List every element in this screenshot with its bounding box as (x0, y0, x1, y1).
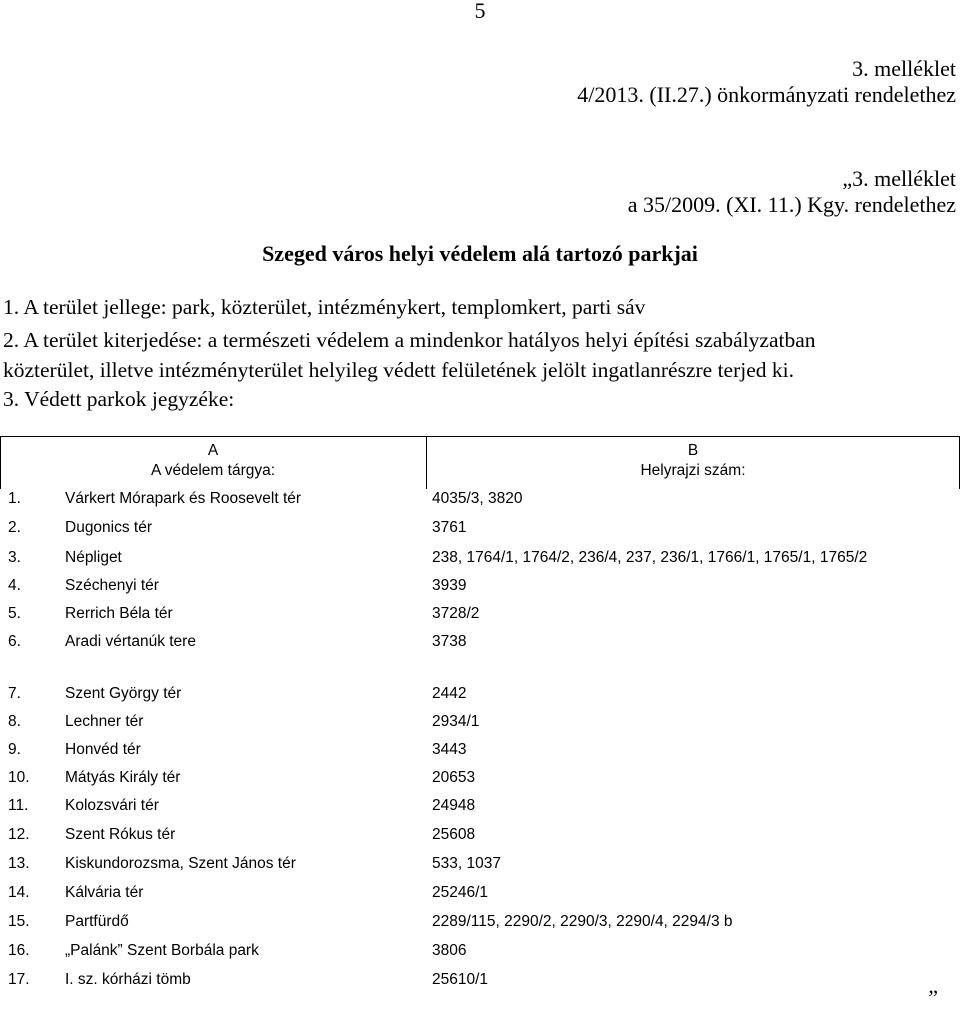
lot-numbers: 25246/1 (432, 884, 489, 901)
lot-numbers: 4035/3, 3820 (432, 490, 523, 507)
lot-numbers: 3806 (432, 942, 467, 959)
paragraph-2-line-2: közterület, illetve intézményterület helyileg védett felületének jelölt ingatlanrészre terjed ki. (3, 358, 794, 382)
row-number: 12. (8, 826, 30, 843)
lot-numbers: 3939 (432, 577, 467, 594)
protected-parks-table (0, 436, 960, 988)
document-title: Szeged város helyi védelem alá tartozó parkjai (262, 241, 698, 266)
park-name: Rerrich Béla tér (65, 605, 173, 622)
park-name: Honvéd tér (65, 741, 141, 758)
lot-numbers: 20653 (432, 769, 476, 786)
lot-numbers: 3728/2 (432, 605, 480, 622)
park-name: Kiskundorozsma, Szent János tér (65, 855, 296, 872)
lot-numbers: 3443 (432, 741, 467, 758)
annex-regulation: 4/2013. (II.27.) önkormányzati rendelethez (577, 82, 956, 107)
park-name: Aradi vértanúk tere (65, 633, 196, 650)
park-name: Szent Rókus tér (65, 826, 176, 843)
park-name: I. sz. kórházi tömb (65, 971, 191, 988)
column-a-letter: A (207, 442, 219, 459)
page-number: 5 (474, 0, 486, 23)
row-number: 4. (8, 577, 21, 594)
column-b-letter: B (687, 442, 699, 459)
lot-numbers: 25608 (432, 826, 476, 843)
row-number: 17. (8, 971, 30, 988)
lot-numbers: 24948 (432, 797, 476, 814)
park-name: Szent György tér (65, 685, 182, 702)
row-number: 6. (8, 633, 21, 650)
row-number: 2. (8, 519, 21, 536)
park-name: Széchenyi tér (65, 577, 159, 594)
row-number: 3. (8, 549, 21, 566)
park-name: Lechner tér (65, 713, 144, 730)
park-name: „Palánk” Szent Borbála park (65, 942, 259, 959)
lot-numbers: 2289/115, 2290/2, 2290/3, 2290/4, 2294/3 b (432, 913, 733, 930)
lot-numbers: 3761 (432, 519, 467, 536)
park-name: Kálvária tér (65, 884, 144, 901)
closing-quote: ” (928, 985, 938, 1010)
lot-numbers: 238, 1764/1, 1764/2, 236/4, 237, 236/1, 1766/1, 1765/1, 1765/2 (432, 549, 868, 566)
lot-numbers: 2934/1 (432, 713, 480, 730)
annex-label: 3. melléklet (852, 56, 956, 81)
original-annex-regulation: a 35/2009. (XI. 11.) Kgy. rendelethez (627, 192, 956, 217)
row-number: 16. (8, 942, 30, 959)
paragraph-2-line-1: 2. A terület kiterjedése: a természeti védelem a mindenkor hatályos helyi építési szabályzatban (3, 328, 816, 352)
row-number: 13. (8, 855, 30, 872)
row-number: 11. (8, 797, 29, 814)
row-number: 8. (8, 713, 21, 730)
row-number: 15. (8, 913, 30, 930)
paragraph-3: 3. Védett parkok jegyzéke: (3, 387, 235, 411)
lot-numbers: 25610/1 (432, 971, 489, 988)
park-name: Várkert Mórapark és Roosevelt tér (65, 490, 302, 507)
column-b-header: Helyrajzi szám: (640, 462, 746, 479)
row-number: 1. (8, 490, 21, 507)
lot-numbers: 533, 1037 (432, 855, 501, 872)
row-number: 14. (8, 884, 30, 901)
row-number: 9. (8, 741, 21, 758)
paragraph-1: 1. A terület jellege: park, közterület, intézménykert, templomkert, parti sáv (3, 295, 646, 319)
park-name: Partfürdő (65, 913, 129, 930)
lot-numbers: 2442 (432, 685, 467, 702)
park-name: Mátyás Király tér (65, 769, 181, 786)
row-number: 7. (8, 685, 21, 702)
original-annex-label: „3. melléklet (842, 166, 956, 191)
row-number: 10. (8, 769, 30, 786)
row-number: 5. (8, 605, 21, 622)
lot-numbers: 3738 (432, 633, 467, 650)
park-name: Kolozsvári tér (65, 797, 159, 814)
park-name: Dugonics tér (65, 519, 153, 536)
column-a-header: A védelem tárgya: (150, 462, 276, 479)
park-name: Népliget (65, 549, 122, 566)
